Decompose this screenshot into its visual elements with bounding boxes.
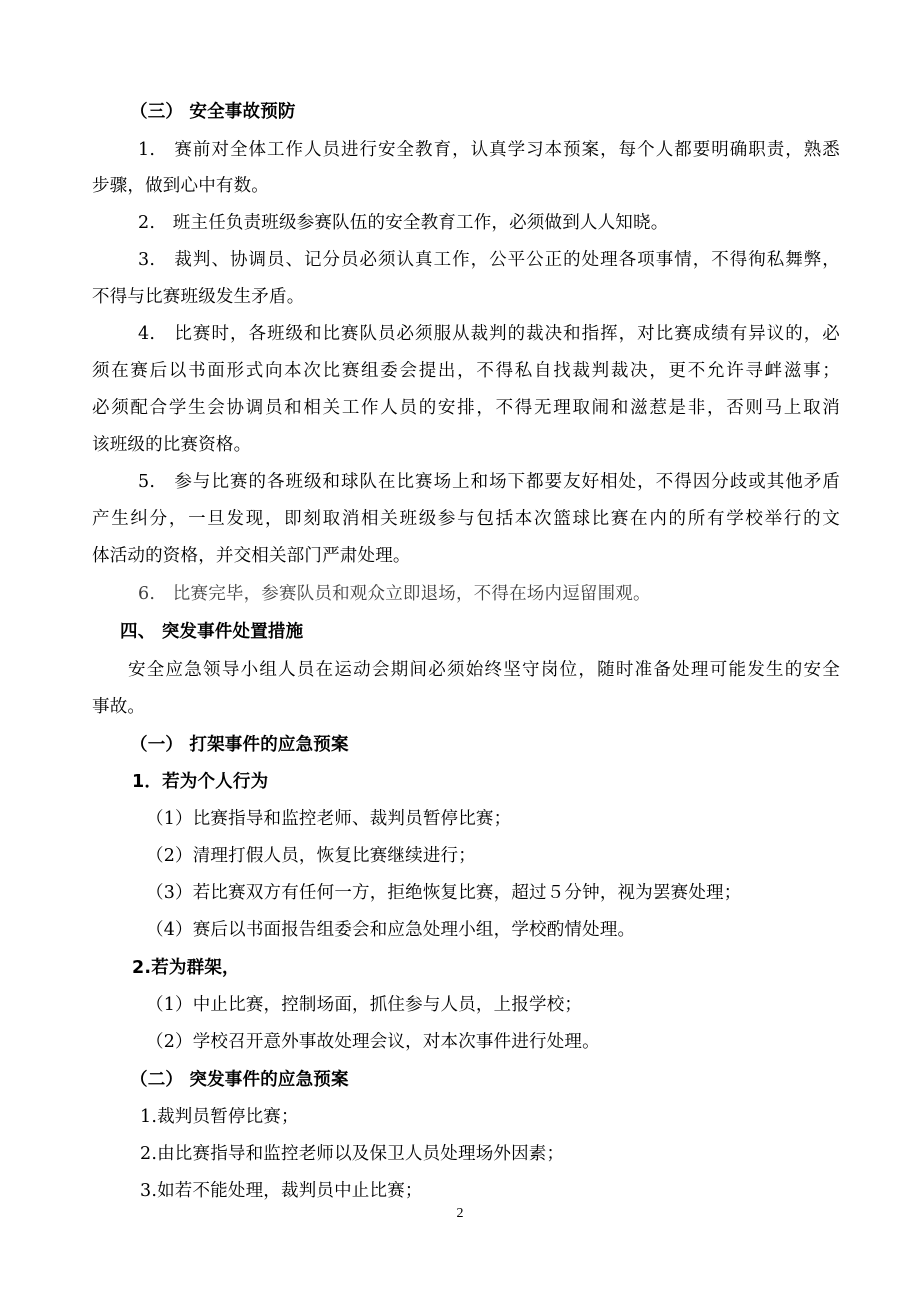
document-page [92, 0, 840, 1302]
paragraph-item-4-line-2: 须在赛后以书面形式向本次比赛组委会提出，不得私自找裁判裁决，更不允许寻衅滋事； [92, 361, 840, 381]
paragraph-item-4-line-4: 该班级的比赛资格。 [92, 435, 252, 455]
paragraph-item-5-line-1: 5. 参与比赛的各班级和球队在比赛场上和场下都要友好相处，不得因分歧或其他矛盾 [138, 472, 840, 492]
section-heading-emergency-measures: 四、 突发事件处置措施 [120, 622, 304, 642]
paragraph-item-4-line-3: 必须配合学生会协调员和相关工作人员的安排，不得无理取闹和滋惹是非，否则马上取消 [92, 398, 840, 418]
individual-step-3: （3）若比赛双方有任何一方，拒绝恢复比赛，超过５分钟，视为罢赛处理； [146, 883, 742, 903]
emergency-step-3: 3.如若不能处理，裁判员中止比赛； [140, 1181, 423, 1201]
individual-step-2: （2）清理打假人员，恢复比赛继续进行； [146, 846, 476, 866]
paragraph-item-6-line-1: 6. 比赛完毕，参赛队员和观众立即退场，不得在场内逗留围观。 [138, 584, 651, 604]
paragraph-item-4-line-1: 4. 比赛时，各班级和比赛队员必须服从裁判的裁决和指挥，对比赛成绩有异议的，必 [138, 324, 840, 344]
paragraph-item-3-line-1: 3. 裁判、协调员、记分员必须认真工作，公平公正的处理各项事情，不得徇私舞弊， [138, 250, 840, 270]
individual-step-4: （4）赛后以书面报告组委会和应急处理小组，学校酌情处理。 [146, 920, 636, 940]
paragraph-item-1-line-2: 步骤，做到心中有数。 [92, 176, 269, 196]
emergency-step-2: 2.由比赛指导和监控老师以及保卫人员处理场外因素； [140, 1144, 565, 1164]
emergency-step-1: 1.裁判员暂停比赛； [140, 1107, 299, 1127]
page-number: 2 [456, 1206, 464, 1221]
subheading-fight-plan: （一） 打架事件的应急预案 [130, 735, 349, 755]
paragraph-item-5-line-2: 产生纠分，一旦发现，即刻取消相关班级参与包括本次篮球比赛在内的所有学校举行的文 [92, 509, 840, 529]
section-4-intro-line-1: 安全应急领导小组人员在运动会期间必须始终坚守岗位，随时准备处理可能发生的安全 [128, 660, 840, 680]
section-4-intro-line-2: 事故。 [92, 697, 146, 717]
paragraph-item-2-line-1: 2. 班主任负责班级参赛队伍的安全教育工作，必须做到人人知晓。 [138, 213, 669, 233]
subheading-emergency-plan: （二） 突发事件的应急预案 [130, 1070, 349, 1090]
section-heading-safety-prevention: （三） 安全事故预防 [130, 102, 296, 122]
subheading-individual-behavior: 1．若为个人行为 [132, 772, 269, 792]
group-fight-step-2: （2）学校召开意外事故处理会议，对本次事件进行处理。 [146, 1032, 600, 1052]
paragraph-item-1-line-1: 1. 赛前对全体工作人员进行安全教育，认真学习本预案，每个人都要明确职责，熟悉 [138, 140, 840, 160]
group-fight-step-1: （1）中止比赛，控制场面，抓住参与人员，上报学校； [146, 995, 583, 1015]
subheading-group-fight: 2.若为群架， [132, 958, 240, 978]
paragraph-item-3-line-2: 不得与比赛班级发生矛盾。 [92, 287, 305, 307]
paragraph-item-5-line-3: 体活动的资格，并交相关部门严肃处理。 [92, 546, 411, 566]
individual-step-1: （1）比赛指导和监控老师、裁判员暂停比赛； [146, 809, 512, 829]
